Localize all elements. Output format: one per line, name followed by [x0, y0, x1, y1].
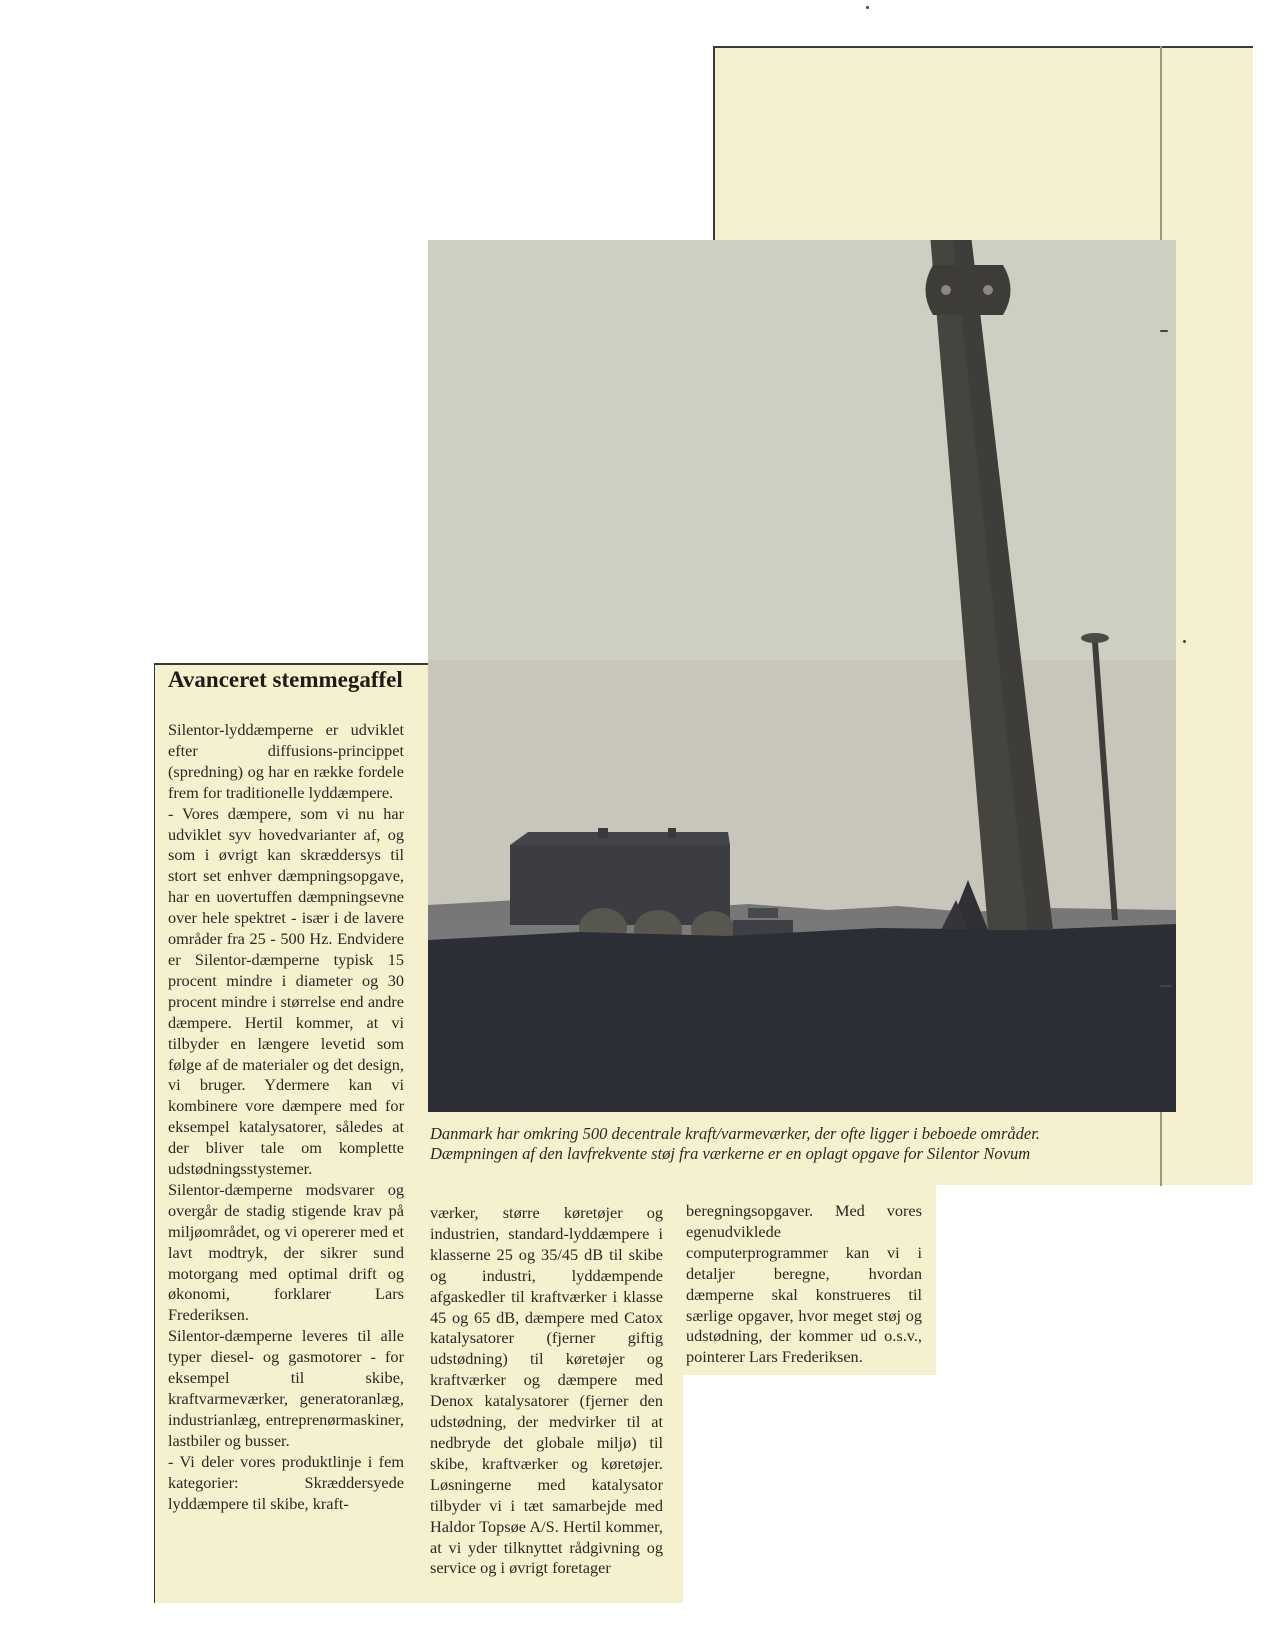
- cut-edge: [713, 46, 715, 241]
- cut-edge: [154, 663, 429, 665]
- scan-speck: [866, 6, 869, 9]
- scan-speck: [1183, 640, 1186, 643]
- photo-illustration: [428, 240, 1176, 1112]
- paragraph: Silentor-lyddæmperne er udviklet efter diffusions-princippet (spredning) og har en række fordele frem for traditionelle lyddæmpere.: [168, 720, 404, 802]
- paragraph: - Vores dæmpere, som vi nu har udviklet syv hovedvarianter af, og som i øvrigt kan skræddersys til stort set enhver dæmpningsopgave, har en uovertuffen dæmpningsevne over hele spektret - især i de lavere områder fra 25 - 500 Hz. Endvidere er Silentor-dæmperne typisk 15 procent mindre i diameter og 30 procent mindre i størrelse end andre dæmpere. Hertil kommer, at vi tilbyder en længere levetid som følge af de materialer og det design, vi bruger. Ydermere kan vi kombinere vore dæmpere med for eksempel katalysatorer, således at der bliver tale om komplette udstødningsstystemer.: [168, 803, 404, 1179]
- photo-chimney: [428, 240, 1176, 1112]
- paragraph: værker, større køretøjer og industrien, standard-lyddæmpere i klasserne 25 og 35/45 dB til skibe og industri, lyddæmpende afgaskedler til kraftværker i klasse 45 og 65 dB, dæmpere med Catox katalysatorer (fjerner giftig udstødning) til køretøjer og kraftværker og dæmpere med Denox katalysatorer (fjerner den udstødning, der medvirker til at nedbryde det globale miljø) til skibe, kraftværker og køretøjer. Løsningerne med katalysator tilbyder vi i tæt samarbejde med Haldor Topsøe A/S. Hertil kommer, at vi yder tilknyttet rådgivning og service og i øvrigt foretager: [430, 1203, 663, 1578]
- paragraph: - Vi deler vores produktlinje i fem kategorier: Skræddersyede lyddæmpere til skibe, kraft-: [168, 1451, 404, 1513]
- scan-speck: [1160, 330, 1168, 332]
- cut-edge: [154, 663, 155, 1603]
- scan-speck: [1160, 985, 1172, 987]
- article-column-2: [430, 1203, 663, 1579]
- article-column-3: [686, 1201, 922, 1368]
- article-headline: Avanceret stemmegaffel: [168, 667, 403, 692]
- caption-line-1: Danmark har omkring 500 decentrale kraft/varmeværker, der ofte ligger i beboede områder.: [430, 1124, 1040, 1143]
- paragraph: Silentor-dæmperne leveres til alle typer diesel- og gasmotorer - for eksempel til skibe, kraftvarmeværker, generatoranlæg, industrianlæg, entreprenørmaskiner, lastbiler og busser.: [168, 1326, 404, 1450]
- paragraph: Silentor-dæmperne modsvarer og overgår de stadig stigende krav på miljøområdet, og vi opererer med et lavt modtryk, der sikrer sund motorgang med optimal drift og økonomi, forklarer Lars Frederiksen.: [168, 1179, 404, 1325]
- cut-edge: [713, 46, 1253, 48]
- photo-caption: [430, 1124, 1210, 1164]
- clipping-paper-top: [713, 47, 1253, 240]
- paragraph: beregningsopgaver. Med vores egenudviklede computerprogrammer kan vi i detaljer beregne, hvordan dæmperne skal konstrueres til særlige opgaver, hvor meget støj og udstødning, der kommer ud o.s.v., pointerer Lars Frederiksen.: [686, 1201, 922, 1367]
- caption-line-2: Dæmpningen af den lavfrekvente støj fra værkerne er en oplagt opgave for Silentor Novum: [430, 1144, 1031, 1163]
- article-column-1: [168, 720, 404, 1514]
